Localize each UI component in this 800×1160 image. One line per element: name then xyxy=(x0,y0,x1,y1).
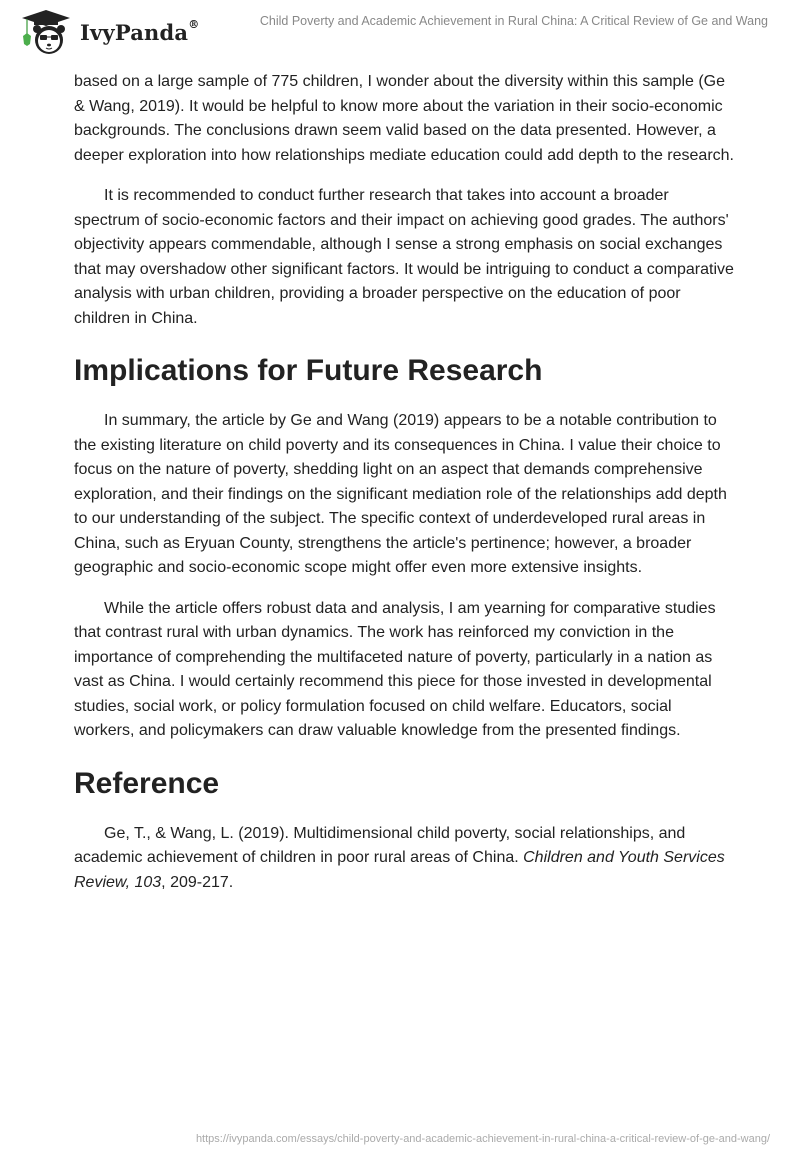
logo-text: IvyPanda® xyxy=(80,17,200,45)
panda-graduate-icon xyxy=(18,8,74,56)
page-header xyxy=(0,0,800,60)
ivypanda-logo[interactable] xyxy=(18,8,199,56)
source-url[interactable]: https://ivypanda.com/essays/child-poverty-and-academic-achievement-in-rural-china-a-critical-review-of-ge-and-wang/ xyxy=(195,1133,770,1145)
paragraph: based on a large sample of 775 children, I wonder about the diversity within this sample (Ge & Wang, 2019). It would be helpful to know more about the variation in their socio-economic backgrounds. The conclusions drawn seem valid based on the data presented. However, a deeper exploration into how relationships mediate education could add depth to the research. xyxy=(74,73,734,164)
section-heading-implications: Implications for Future Research xyxy=(74,354,543,387)
paragraph: It is recommended to conduct further research that takes into account a broader spectrum of socio-economic factors and their impact on achieving good grades. The authors' objectivity appears commendable, although I sense a strong emphasis on social exchanges that may overshadow other significant factors. It would be intriguing to conduct a comparative analysis with urban children, providing a broader perspective on the education of poor children in China. xyxy=(74,187,734,327)
essay-body xyxy=(74,70,734,911)
section-heading-reference: Reference xyxy=(74,766,220,800)
paragraph: While the article offers robust data and analysis, I am yearning for comparative studies that contrast rural with urban dynamics. The work has reinforced my conviction in the importance of comprehending the multifaceted nature of poverty, particularly in a nation as vast as China. I would certainly recommend this piece for those invested in developmental studies, social work, or policy formulation focused on child welfare. Educators, social workers, and policymakers can draw valuable knowledge from the presented findings. xyxy=(74,599,716,739)
paragraph: In summary, the article by Ge and Wang (2019) appears to be a notable contribution to the existing literature on child poverty and its consequences in China. I value their choice to focus on the nature of poverty, shedding light on an aspect that demands comprehensive exploration, and their findings on the significant mediation role of the relationships add depth to our understanding of the subject. The specific context of underdeveloped rural areas in China, such as Eryuan County, strengthens the article's pertinence; however, a broader geographic and socio-economic scope might offer even more extensive insights. xyxy=(74,412,727,576)
document-title: Child Poverty and Academic Achievement in Rural China: A Critical Review of Ge and Wang xyxy=(259,14,768,28)
journal-volume: 103 xyxy=(134,873,162,891)
journal-title: Children and Youth Services Review, xyxy=(74,849,725,891)
reference-citation: Ge, T., & Wang, L. (2019). Multidimensional child poverty, social relationships, and academic achievement of children in poor rural areas of China. Children and Youth Services Review, 103, 209-217. xyxy=(74,824,725,891)
